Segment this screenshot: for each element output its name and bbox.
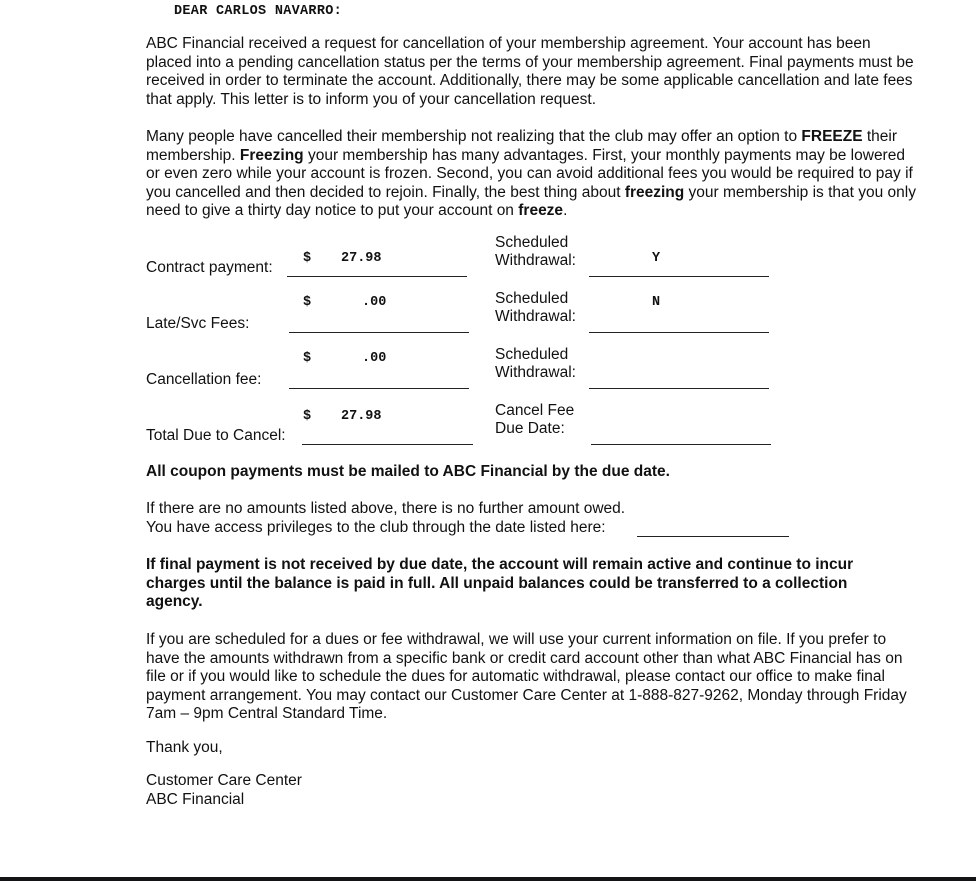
freeze-paragraph: [146, 128, 916, 221]
label-line: Withdrawal:: [495, 364, 576, 382]
fee-row-total-due: [146, 402, 786, 445]
fee-amount: 27.98: [341, 251, 382, 266]
fee-row-cancellation-fee: [146, 346, 786, 389]
signature: [146, 772, 916, 809]
fee-row-contract-payment: [146, 234, 786, 277]
label-line: Withdrawal:: [495, 252, 576, 270]
label-line: Scheduled: [495, 290, 569, 307]
currency-symbol: $: [303, 295, 312, 310]
label-line: Due Date:: [495, 420, 565, 438]
signature-company: ABC Financial: [146, 790, 245, 808]
text: your membership is that you only need to give a thirty day notice to put your account on: [146, 183, 916, 220]
withdrawal-underline: [589, 388, 769, 389]
fee-amount: .00: [362, 351, 387, 366]
label-line: Scheduled: [495, 346, 569, 363]
text: .: [563, 202, 568, 220]
no-amount-notice: [146, 500, 916, 537]
amount-underline: [289, 388, 469, 389]
withdrawal-underline: [589, 332, 769, 333]
label-line: Withdrawal:: [495, 308, 576, 326]
currency-symbol: $: [303, 351, 312, 366]
text: their membership.: [146, 128, 898, 164]
fee-amount: .00: [362, 295, 387, 310]
emphasis-freeze: FREEZE: [801, 128, 863, 145]
label-line: Cancel Fee: [495, 402, 575, 419]
emphasis-freeze: freeze: [518, 202, 564, 220]
fee-amount: 27.98: [341, 409, 382, 424]
signature-dept: Customer Care Center: [146, 772, 302, 789]
amount-underline: [287, 276, 467, 277]
due-date-underline: [591, 444, 771, 445]
final-payment-notice: If final payment is not received by due date, the account will remain active and continue to incur charges until the balance is paid in full. All unpaid balances could be transferred to a collection agency.: [146, 556, 854, 611]
salutation: DEAR CARLOS NAVARRO:: [174, 4, 343, 19]
access-privileges-line: You have access privileges to the club through the date listed here:: [146, 518, 606, 536]
fee-label: Total Due to Cancel:: [146, 427, 286, 444]
text: Many people have cancelled their membership not realizing that the club may offer an option to: [146, 128, 802, 145]
scheduled-withdrawal-paragraph: If you are scheduled for a dues or fee withdrawal, we will use your current information on file. If you prefer to have the amounts withdrawn from a specific bank or credit card account other than what ABC Financial has on file or if you would like to schedule the dues for automatic withdrawal, please contact our office to make final payment arrangement. You may contact our Customer Care Center at 1-888-827-9262, Monday through Friday 7am – 9pm Central Standard Time.: [146, 631, 907, 723]
scheduled-withdrawal-flag: N: [652, 295, 661, 310]
scheduled-label: [495, 346, 576, 383]
cancellation-request-paragraph: ABC Financial received a request for cancellation of your membership agreement. Your account has been placed into a pending cancellation status per the terms of your membership agreement. Final payments must be received in order to terminate the account. Additionally, there may be some applicable cancellation and late fees that apply. This letter is to inform you of your cancellation request.: [146, 35, 914, 108]
access-date-underline: [637, 536, 789, 537]
label-line: Scheduled: [495, 234, 569, 251]
bottom-bar: [0, 877, 976, 881]
text: your membership has many advantages. First, your monthly payments may be lowered or even zero while your account is frozen. Second, you can avoid additional fees you would be required to pay if you cancelled and then decided to rejoin. Finally, the best thing about: [146, 146, 913, 201]
withdrawal-underline: [589, 276, 769, 277]
fee-label: Contract payment:: [146, 259, 273, 276]
scheduled-withdrawal-flag: Y: [652, 251, 661, 266]
closing: Thank you,: [146, 739, 223, 756]
fee-label: Late/Svc Fees:: [146, 315, 250, 332]
due-date-label: [495, 402, 574, 439]
no-amount-line: If there are no amounts listed above, there is no further amount owed.: [146, 500, 626, 517]
scheduled-label: [495, 290, 576, 327]
amount-underline: [302, 444, 473, 445]
emphasis-freezing: freezing: [624, 183, 685, 201]
fee-row-late-svc-fees: [146, 290, 786, 333]
coupon-notice: All coupon payments must be mailed to ABC Financial by the due date.: [146, 463, 670, 480]
fee-label: Cancellation fee:: [146, 371, 262, 388]
scheduled-label: [495, 234, 576, 271]
emphasis-freezing: Freezing: [239, 146, 304, 164]
currency-symbol: $: [303, 409, 312, 424]
amount-underline: [289, 332, 469, 333]
currency-symbol: $: [303, 251, 312, 266]
